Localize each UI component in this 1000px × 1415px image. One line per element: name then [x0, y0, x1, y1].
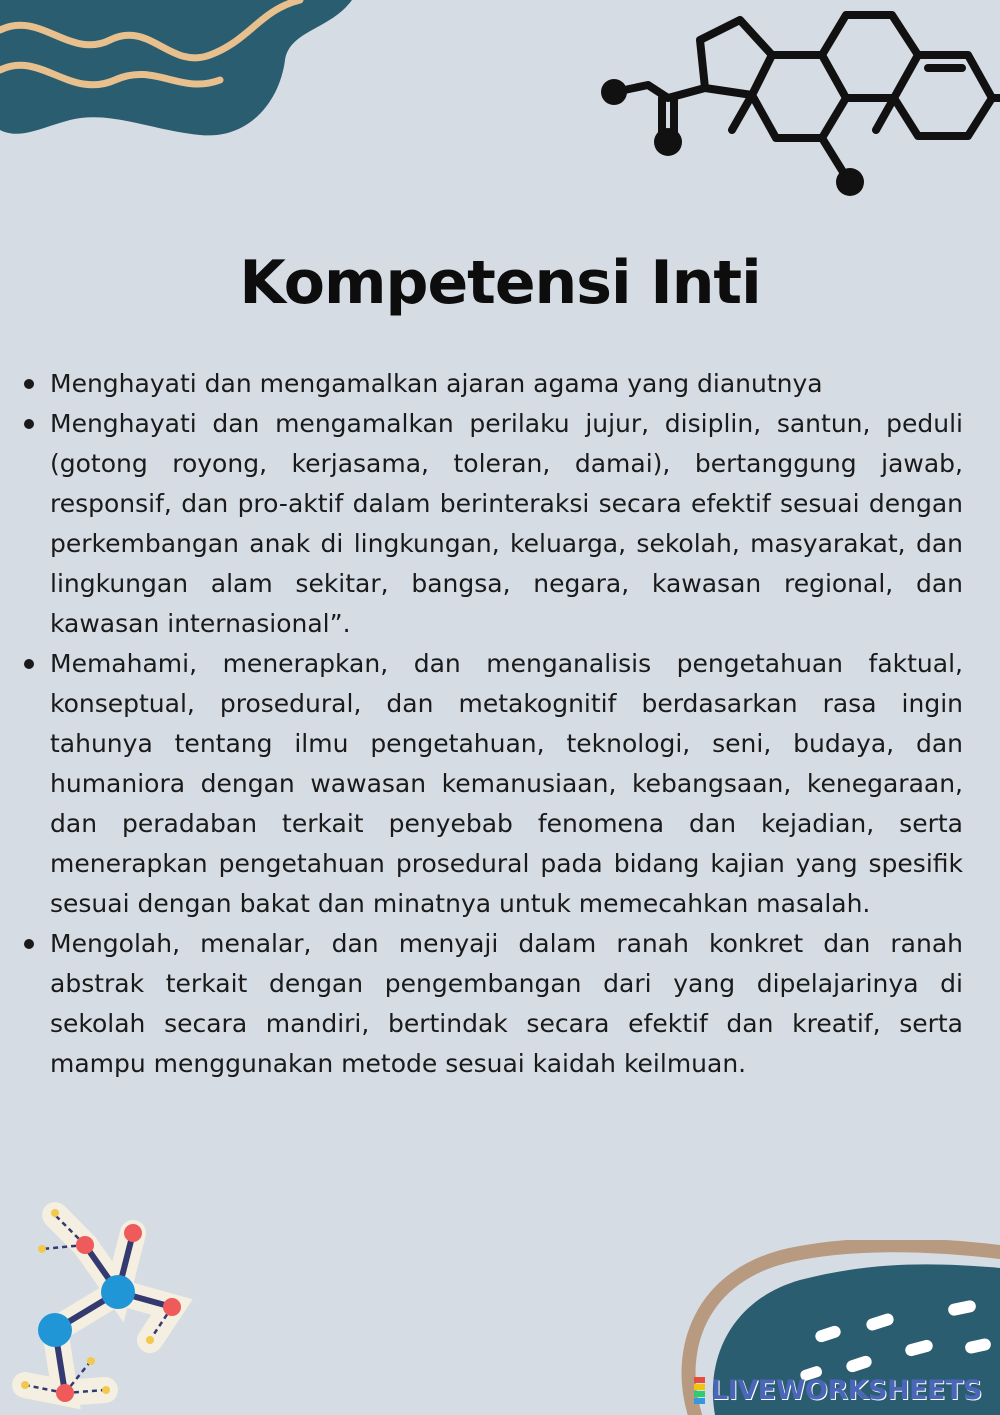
- watermark-text: LIVEWORKSHEETS: [711, 1374, 982, 1406]
- molecule-icon: [0, 1190, 200, 1415]
- page-title: Kompetensi Inti: [239, 248, 761, 318]
- liveworksheets-watermark: [694, 1373, 982, 1407]
- competency-list: [0, 364, 1000, 1084]
- liveworksheets-logo-icon: [694, 1377, 705, 1404]
- list-item: Menghayati dan mengamalkan perilaku jujur, disiplin, santun, peduli (gotong royong, kerjasama, toleran, damai), bertanggung jawab, responsif, dan pro-aktif dalam berinteraksi secara efektif sesuai dengan perkembangan anak di lingkungan, keluarga, sekolah, masyarakat, dan lingkungan alam sekitar, bangsa, negara, kawasan regional, dan kawasan internasional”.: [50, 404, 963, 644]
- list-item: Mengolah, menalar, dan menyaji dalam ranah konkret dan ranah abstrak terkait dengan pengembangan dari yang dipelajarinya di sekolah secara mandiri, bertindak secara efektif dan kreatif, serta mampu menggunakan metode sesuai kaidah keilmuan.: [50, 924, 963, 1084]
- steroid-molecule-icon: [590, 0, 1000, 205]
- wavy-blob-decoration: [0, 0, 360, 150]
- list-item: Menghayati dan mengamalkan ajaran agama yang dianutnya: [50, 364, 963, 404]
- list-item: Memahami, menerapkan, dan menganalisis pengetahuan faktual, konseptual, prosedural, dan metakognitif berdasarkan rasa ingin tahunya tentang ilmu pengetahuan, teknologi, seni, budaya, dan humaniora dengan wawasan kemanusiaan, kebangsaan, kenegaraan, dan peradaban terkait penyebab fenomena dan kejadian, serta menerapkan pengetahuan prosedural pada bidang kajian yang spesifik sesuai dengan bakat dan minatnya untuk memecahkan masalah.: [50, 644, 963, 924]
